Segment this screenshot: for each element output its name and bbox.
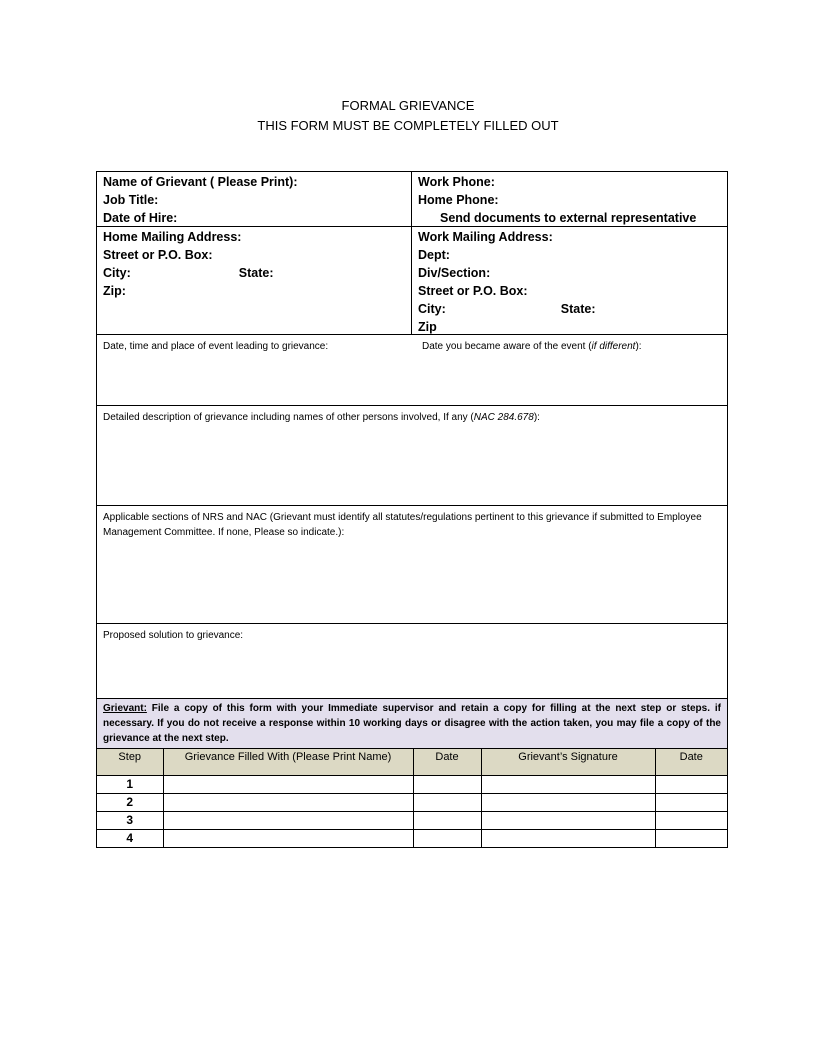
signature-cell[interactable] [481, 829, 655, 847]
filed-with-cell[interactable] [163, 793, 413, 811]
description-nac-ref: NAC 284.678 [473, 412, 534, 423]
date-header-2: Date [655, 749, 727, 775]
date-cell[interactable] [413, 811, 481, 829]
grievance-form [96, 171, 728, 848]
home-address-cell [97, 227, 412, 334]
aware-label-text: Date you became aware of the event ( [422, 341, 592, 352]
notice-lead: Grievant: [103, 703, 147, 714]
signature-cell[interactable] [481, 811, 655, 829]
work-state-label[interactable]: State: [560, 302, 596, 316]
job-title-label[interactable]: Job Title: [103, 193, 159, 207]
home-address-heading: Home Mailing Address: [103, 230, 242, 244]
form-title: FORMAL GRIEVANCE [341, 98, 475, 113]
description-label-end: ): [533, 412, 540, 423]
table-row [97, 793, 727, 811]
filed-with-cell[interactable] [163, 829, 413, 847]
applicable-cell[interactable] [97, 506, 727, 623]
date-cell-2[interactable] [655, 829, 727, 847]
proposed-row [97, 624, 727, 699]
signature-cell[interactable] [481, 793, 655, 811]
date-cell-2[interactable] [655, 793, 727, 811]
home-street-label[interactable]: Street or P.O. Box: [103, 248, 213, 262]
home-city-state-line [103, 264, 405, 282]
dept-label[interactable]: Dept: [418, 248, 450, 262]
step-number: 4 [97, 829, 163, 847]
table-row [97, 775, 727, 793]
description-row [97, 406, 727, 506]
notice-row [97, 699, 727, 749]
grievant-info-row [97, 172, 727, 227]
proposed-cell[interactable] [97, 624, 727, 698]
signature-cell[interactable] [481, 775, 655, 793]
table-row [97, 811, 727, 829]
grievant-personal-cell [97, 172, 412, 226]
steps-header-row [97, 749, 727, 775]
date-cell[interactable] [413, 793, 481, 811]
date-cell-2[interactable] [655, 775, 727, 793]
grievant-notice [97, 699, 727, 748]
step-number: 2 [97, 793, 163, 811]
date-cell[interactable] [413, 829, 481, 847]
filed-with-header: Grievance Filled With (Please Print Name) [163, 749, 413, 775]
filed-with-cell[interactable] [163, 775, 413, 793]
grievant-name-label[interactable]: Name of Grievant ( Please Print): [103, 175, 298, 189]
home-city-label[interactable]: City: [103, 266, 131, 280]
address-row [97, 227, 727, 335]
proposed-label: Proposed solution to grievance: [103, 630, 244, 641]
steps-table [97, 749, 727, 847]
signature-header: Grievant’s Signature [481, 749, 655, 775]
send-documents-option[interactable]: Send documents to external representative [440, 211, 697, 225]
step-header: Step [97, 749, 163, 775]
event-label: Date, time and place of event leading to grievance: [103, 341, 329, 352]
work-city-label[interactable]: City: [418, 302, 446, 316]
event-row [97, 335, 727, 406]
home-zip-label[interactable]: Zip: [103, 284, 126, 298]
work-phone-label[interactable]: Work Phone: [418, 175, 495, 189]
work-city-state-line [418, 300, 721, 318]
work-address-heading: Work Mailing Address: [418, 230, 553, 244]
work-zip-label[interactable]: Zip [418, 320, 437, 334]
table-row [97, 829, 727, 847]
div-section-label[interactable]: Div/Section: [418, 266, 491, 280]
applicable-label: Applicable sections of NRS and NAC (Grievant must identify all statutes/regulations pertinent to this grievance if submitted to Employee Management Committee. If none, Please so indicate.): [103, 512, 702, 538]
grievant-phone-cell [412, 172, 727, 226]
description-cell[interactable] [97, 406, 727, 505]
step-number: 3 [97, 811, 163, 829]
aware-label-end: ): [635, 341, 642, 352]
form-subtitle: THIS FORM MUST BE COMPLETELY FILLED OUT [257, 118, 559, 133]
aware-label [422, 339, 642, 401]
filed-with-cell[interactable] [163, 811, 413, 829]
step-number: 1 [97, 775, 163, 793]
work-street-label[interactable]: Street or P.O. Box: [418, 284, 528, 298]
date-of-hire-label[interactable]: Date of Hire: [103, 211, 178, 225]
home-phone-label[interactable]: Home Phone: [418, 193, 499, 207]
date-header: Date [413, 749, 481, 775]
description-label: Detailed description of grievance including names of other persons involved, If any ( [103, 412, 474, 423]
notice-text: File a copy of this form with your Immediate supervisor and retain a copy for filling at the next step or steps. if necessary. If you do not receive a response within 10 working days or disagree with the action taken, you may file a copy of the grievance at the next step. [103, 703, 721, 744]
steps-row [97, 749, 727, 847]
home-state-label[interactable]: State: [238, 266, 274, 280]
date-cell[interactable] [413, 775, 481, 793]
applicable-row [97, 506, 727, 624]
event-cell[interactable] [97, 335, 727, 405]
date-cell-2[interactable] [655, 811, 727, 829]
aware-label-italic: if different [591, 341, 636, 352]
work-address-cell [412, 227, 727, 334]
